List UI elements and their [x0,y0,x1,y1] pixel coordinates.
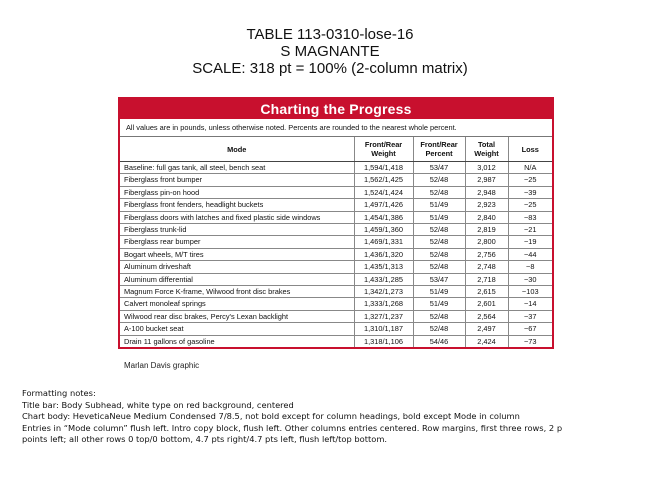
cell-loss: −44 [508,248,552,260]
chart-intro: All values are in pounds, unless otherwise noted. Percents are rounded to the nearest whole percent. [120,119,552,137]
cell-total-weight: 2,756 [465,248,508,260]
column-header-mode: Mode [120,137,354,162]
cell-total-weight: 2,840 [465,211,508,223]
cell-total-weight: 2,615 [465,286,508,298]
cell-front-rear-weight: 1,333/1,268 [354,298,413,310]
cell-loss: N/A [508,162,552,174]
table-row [120,224,552,236]
table-row [120,335,552,347]
cell-mode: Fiberglass rear bumper [120,236,354,248]
cell-mode: Baseline: full gas tank, all steel, bench seat [120,162,354,174]
cell-front-rear-percent: 51/49 [413,298,465,310]
cell-total-weight: 2,564 [465,310,508,322]
cell-front-rear-percent: 52/48 [413,236,465,248]
table-row [120,174,552,186]
cell-total-weight: 2,718 [465,273,508,285]
cell-loss: −8 [508,261,552,273]
cell-front-rear-weight: 1,524/1,424 [354,186,413,198]
cell-mode: Drain 11 gallons of gasoline [124,336,215,346]
cell-front-rear-weight: 1,318/1,106 [354,335,413,347]
cell-loss: −30 [508,273,552,285]
cell-mode: Fiberglass doors with latches and fixed plastic side windows [120,211,354,223]
cell-loss: −83 [508,211,552,223]
cell-front-rear-percent: 53/47 [413,273,465,285]
graphic-credit: Marlan Davis graphic [124,361,200,370]
cell-loss: −103 [508,286,552,298]
cell-front-rear-percent: 54/46 [413,335,465,347]
cell-total-weight: 2,800 [465,236,508,248]
chart-panel [118,97,554,349]
cell-mode: Wilwood rear disc brakes, Percy's Lexan backlight [120,310,354,322]
cell-mode: Calvert monoleaf springs [120,298,354,310]
notes-line-chart-body: Chart body: HeveticaNeue Medium Condensed 7/8.5, not bold except for column headings, bold except Mode in column [22,411,520,421]
notes-line-margins: points left; all other rows 0 top/0 bottom, 4.7 pts right/4.7 pts left, flush left/top bottom. [22,434,388,444]
cell-front-rear-percent: 52/48 [413,310,465,322]
cell-total-weight: 2,424 [465,335,508,347]
cell-mode: Fiberglass trunk-lid [120,224,354,236]
cell-front-rear-percent: 52/48 [413,261,465,273]
cell-mode: Fiberglass pin-on hood [120,186,354,198]
notes-heading: Formatting notes: [22,388,96,398]
cell-total-weight: 2,987 [465,174,508,186]
cell-loss: −73 [508,335,552,347]
cell-front-rear-weight: 1,342/1,273 [354,286,413,298]
cell-front-rear-weight: 1,310/1,187 [354,323,413,335]
cell-total-weight: 2,923 [465,199,508,211]
table-row [120,323,552,335]
cell-total-weight: 3,012 [465,162,508,174]
table-row [120,248,552,260]
table-row [120,186,552,198]
cell-loss: −39 [508,186,552,198]
header-author: S MAGNANTE [280,43,380,60]
notes-line-title-bar: Title bar: Body Subhead, white type on red background, centered [22,399,294,410]
cell-total-weight: 2,497 [465,323,508,335]
cell-loss: −37 [508,310,552,322]
cell-front-rear-weight: 1,497/1,426 [354,199,413,211]
table-row [120,286,552,298]
cell-mode: A-100 bucket seat [120,323,354,335]
table-row [120,199,552,211]
cell-front-rear-percent: 52/48 [413,323,465,335]
cell-total-weight: 2,948 [465,186,508,198]
cell-mode: Aluminum differential [120,273,354,285]
header-table-id: TABLE 113-0310-lose-16 [246,26,414,43]
table-row [120,162,552,174]
table-row [120,261,552,273]
table-row [120,236,552,248]
cell-front-rear-weight: 1,435/1,313 [354,261,413,273]
cell-total-weight: 2,601 [465,298,508,310]
cell-front-rear-percent: 51/49 [413,286,465,298]
page-header [0,26,660,77]
cell-mode: Aluminum driveshaft [120,261,354,273]
cell-front-rear-percent: 52/48 [413,174,465,186]
cell-loss: −25 [508,199,552,211]
progress-table [120,137,552,347]
cell-loss: −67 [508,323,552,335]
cell-total-weight: 2,819 [465,224,508,236]
cell-front-rear-weight: 1,469/1,331 [354,236,413,248]
cell-mode: Fiberglass front fenders, headlight buckets [120,199,354,211]
table-row [120,310,552,322]
cell-total-weight: 2,748 [465,261,508,273]
chart-title-bar: Charting the Progress [120,99,552,119]
cell-front-rear-weight: 1,436/1,320 [354,248,413,260]
formatting-notes [22,388,652,446]
cell-loss: −14 [508,298,552,310]
cell-front-rear-percent: 52/48 [413,186,465,198]
cell-loss: −25 [508,174,552,186]
cell-front-rear-weight: 1,454/1,386 [354,211,413,223]
notes-line-entries: Entries in “Mode column” flush left. Intro copy block, flush left. Other columns entries centered. Row margins, first three rows, 2 p [22,422,563,433]
table-body [120,162,552,348]
cell-front-rear-percent: 53/47 [413,162,465,174]
column-header-front-rear-percent: Front/Rear Percent [413,137,465,162]
table-row [120,211,552,223]
cell-front-rear-percent: 51/49 [413,211,465,223]
table-row [120,273,552,285]
cell-mode: Bogart wheels, M/T tires [120,248,354,260]
header-scale: SCALE: 318 pt = 100% (2-column matrix) [192,60,468,77]
cell-mode: Magnum Force K-frame, Wilwood front disc brakes [120,286,354,298]
cell-front-rear-weight: 1,459/1,360 [354,224,413,236]
table-row [120,298,552,310]
cell-front-rear-weight: 1,433/1,285 [354,273,413,285]
cell-front-rear-percent: 52/48 [413,248,465,260]
column-header-total-weight: Total Weight [465,137,508,162]
cell-mode: Fiberglass front bumper [120,174,354,186]
cell-front-rear-percent: 52/48 [413,224,465,236]
column-header-loss: Loss [508,137,552,162]
cell-front-rear-weight: 1,562/1,425 [354,174,413,186]
cell-front-rear-weight: 1,327/1,237 [354,310,413,322]
cell-loss: −21 [508,224,552,236]
cell-front-rear-percent: 51/49 [413,199,465,211]
column-header-front-rear-weight: Front/Rear Weight [354,137,413,162]
cell-front-rear-weight: 1,594/1,418 [354,162,413,174]
table-header-row [120,137,552,162]
cell-loss: −19 [508,236,552,248]
